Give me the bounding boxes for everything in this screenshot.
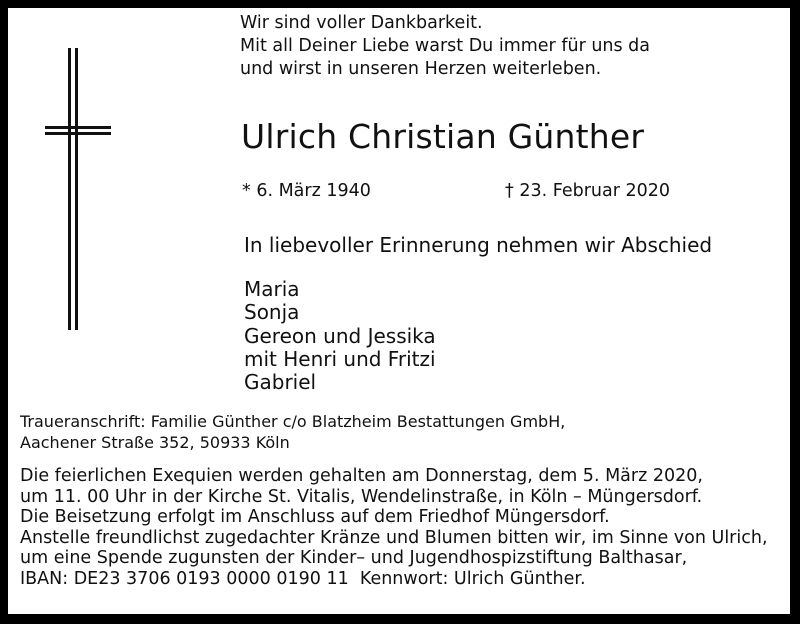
family-member: Sonja <box>244 300 300 325</box>
address-line: Traueranschrift: Familie Günther c/o Blatzheim Bestattungen GmbH, <box>20 412 566 431</box>
address-line: Aachener Straße 352, 50933 Köln <box>20 433 290 452</box>
details-line: Anstelle freundlichst zugedachter Kränze und Blumen bitten wir, im Sinne von Ulrich, <box>20 527 768 548</box>
family-member: mit Henri und Fritzi <box>244 346 436 371</box>
mourning-address <box>20 411 565 453</box>
deceased-name: Ulrich Christian Günther <box>241 117 645 156</box>
details-line: Die Beisetzung erfolgt im Anschluss auf dem Friedhof Müngersdorf. <box>20 507 610 527</box>
details-line: IBAN: DE23 3706 0193 0000 0190 11 Kennwort: Ulrich Günther. <box>20 568 586 589</box>
family-member: Maria <box>244 277 300 301</box>
latin-cross-icon <box>8 8 128 348</box>
motto-text <box>240 12 650 81</box>
farewell-text: In liebevoller Erinnerung nehmen wir Abschied <box>244 233 713 257</box>
family-member: Gabriel <box>244 370 317 395</box>
obituary-card <box>8 8 790 614</box>
motto-line: und wirst in unseren Herzen weiterleben. <box>240 59 602 79</box>
service-details <box>20 466 768 589</box>
family-list <box>244 278 436 394</box>
birth-date: * 6. März 1940 <box>242 181 371 201</box>
details-line: Die feierlichen Exequien werden gehalten am Donnerstag, dem 5. März 2020, <box>20 466 703 486</box>
details-line: um eine Spende zugunsten der Kinder– und Jugendhospizstiftung Balthasar, <box>20 548 688 568</box>
details-line: um 11. 00 Uhr in der Kirche St. Vitalis, Wendelinstraße, in Köln – Müngersdorf. <box>20 486 703 507</box>
family-member: Gereon und Jessika <box>244 323 436 348</box>
motto-line: Mit all Deiner Liebe warst Du immer für uns da <box>240 36 651 56</box>
motto-line: Wir sind voller Dankbarkeit. <box>240 13 483 33</box>
death-date: † 23. Februar 2020 <box>505 181 670 201</box>
